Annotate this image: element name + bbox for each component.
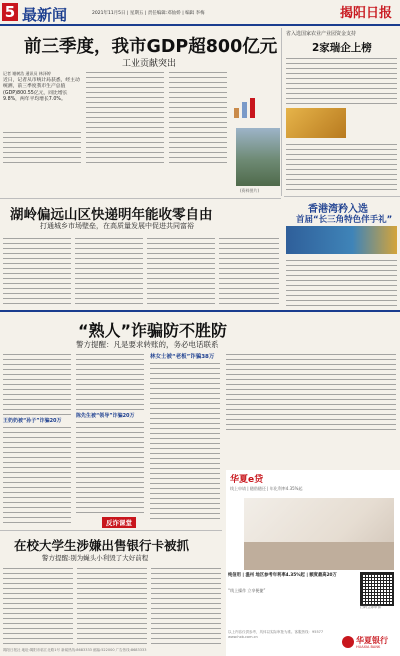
fraud-tag: 反诈课堂 xyxy=(102,517,136,528)
students-body-col-1 xyxy=(3,566,73,646)
hk-subhead: 首届“长三角特色伴手礼” xyxy=(296,215,393,225)
date-line: 2021年11月5日 | 星期五 | 责任编辑:邓仙娇 | 编辑 李梅 xyxy=(92,11,205,16)
top-body-col-3 xyxy=(169,70,227,164)
rural-subhead: 打通城乡市场壁垒，在高质量发展中促进共同富裕 xyxy=(40,222,194,230)
photo-caption: (资料图片) xyxy=(240,188,260,193)
sofa-shape xyxy=(244,542,394,570)
fraud-body-col-1b xyxy=(3,425,71,525)
ad-slogan: 纯信用 | 温州 地区参考年利率4.35%起 | 额度最高20万 xyxy=(228,573,337,578)
right-brief-headline: 2家瑞企上榜 xyxy=(312,42,372,54)
top-subhead: 工业贡献突出 xyxy=(122,59,177,69)
top-headline: 前三季度，我市GDP超800亿元 xyxy=(24,37,278,57)
ad-fine-print: 以上内容仅供参考，具体以实际审批为准。客服热线：95577 www.hxb.com.cn xyxy=(228,630,324,639)
bank-name: 华夏银行 xyxy=(356,636,388,645)
ad-photo xyxy=(244,498,394,570)
students-subhead: 警方提醒:别为蝇头小利毁了大好前程 xyxy=(42,554,149,562)
county-photo xyxy=(236,128,280,186)
bar-chart-icon xyxy=(232,96,262,118)
section-rule-1 xyxy=(0,198,281,199)
students-headline: 在校大学生涉嫌出售银行卡被抓 xyxy=(14,538,190,553)
ad-sub: “线上操作 立享便捷” xyxy=(228,588,266,593)
footer: 揭阳日报社 地址:揭阳市临江北路1号 新闻热线:8683333 邮编:522000 广告热线:8683333 xyxy=(3,648,147,652)
fraud-sidebar-title: 林女士被“老板”诈骗38万 xyxy=(150,354,215,360)
top-body-col-1 xyxy=(3,130,81,164)
fraud-sidebar-body xyxy=(150,361,220,521)
ad-block xyxy=(226,470,400,656)
students-body-col-2 xyxy=(77,566,147,646)
rural-body-col-3 xyxy=(147,236,215,306)
hk-body xyxy=(286,258,397,306)
page-number-badge: 5 xyxy=(2,3,18,21)
qr-label: 扫码立即申请 xyxy=(360,605,381,609)
fraud-headline: “熟人”诈骗防不胜防 xyxy=(78,321,228,340)
section-rule-2 xyxy=(0,310,400,312)
ad-rate-line: 线上申请 | 随借随还 | 年化利率4.35%起 xyxy=(230,486,303,491)
newspaper-brand: 揭阳日报 xyxy=(340,6,393,21)
bank-name-en: HUAXIA BANK xyxy=(356,645,381,649)
masthead xyxy=(0,0,400,26)
rural-body-col-2 xyxy=(75,236,143,306)
bank-logo-icon xyxy=(342,636,354,648)
fraud-body-col-1 xyxy=(3,352,71,416)
top-right-divider xyxy=(281,28,282,196)
top-byline: 记者 谢树浩 通讯员 林泽婷 xyxy=(3,71,51,76)
right-brief-kicker: 省入选国家农业产业园资金支持 xyxy=(286,31,357,37)
fraud-mid-title: 陈先生被“领导”诈骗20万 xyxy=(76,413,135,419)
section-title: 最新闻 xyxy=(22,6,68,24)
rural-headline: 湖岭偏远山区快递明年能收零自由 xyxy=(10,207,213,223)
product-photo xyxy=(286,226,397,254)
rural-body-col-1 xyxy=(3,236,71,306)
masthead-rule xyxy=(0,24,400,26)
ad-logo: 华夏e贷 xyxy=(230,475,264,485)
fraud-item-1: 王奶奶被“孙子”诈骗20万 xyxy=(3,418,62,424)
fraud-body-col-2 xyxy=(76,352,144,410)
hk-headline: 香港湾矜入选 xyxy=(308,204,368,215)
students-body-col-3 xyxy=(151,566,221,646)
top-lead: 近日，记者从市统计局获悉，经主动统测，前三季度我市生产总值(GDP)800.55亿元，同比增长9.8%，两年平均增长7.0%。 xyxy=(3,78,80,102)
qr-code[interactable] xyxy=(360,572,394,606)
right-rule-1 xyxy=(284,196,400,197)
fraud-body-col-2b xyxy=(76,420,144,514)
right-brief-body xyxy=(286,56,397,104)
right-brief-body-2 xyxy=(286,142,397,194)
top-body-col-2 xyxy=(86,70,164,164)
right-column-body xyxy=(226,352,396,430)
orchard-photo xyxy=(286,108,346,138)
fraud-subhead: 警方提醒：凡是要求转账的，务必电话联系 xyxy=(76,340,219,349)
section-rule-3 xyxy=(0,530,222,531)
rural-body-col-4 xyxy=(219,236,279,306)
